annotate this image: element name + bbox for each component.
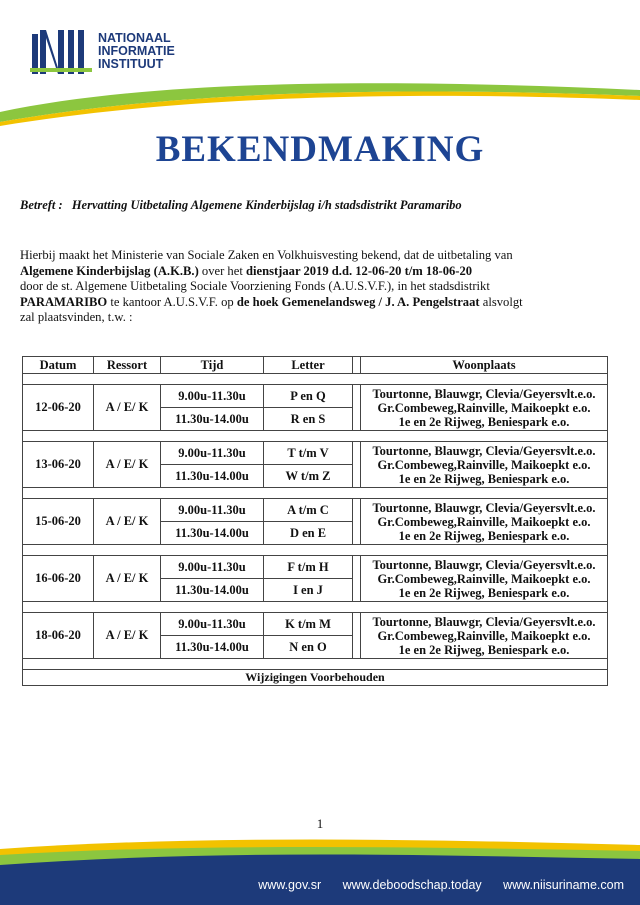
woonplaats-line: Gr.Combeweg,Rainville, Maikoepkt e.o. [377, 514, 591, 529]
cell-letter: N en O [264, 636, 353, 659]
woonplaats-line: 1e en 2e Rijweg, Beniespark e.o. [398, 528, 570, 543]
cell-tijd: 9.00u-11.30u [161, 442, 264, 465]
cell-tijd: 9.00u-11.30u [161, 556, 264, 579]
body-line-4: PARAMARIBO te kantoor A.U.S.V.F. op de hoek Gemenelandsweg / J. A. Pengelstraat alsvolgt [20, 294, 523, 309]
cell-tijd: 11.30u-14.00u [161, 636, 264, 659]
table-gap-row [23, 488, 608, 499]
cell-datum: 16-06-20 [23, 556, 94, 602]
table-gap-row [23, 374, 608, 385]
header-tijd: Tijd [161, 357, 264, 374]
woonplaats-line: 1e en 2e Rijweg, Beniespark e.o. [398, 471, 570, 486]
table-gap-row [23, 659, 608, 670]
cell-letter: R en S [264, 408, 353, 431]
cell-woonplaats [361, 499, 608, 545]
subject-label: Betreft : [20, 198, 63, 212]
footer-links [0, 878, 640, 892]
footer-wave-decoration [0, 835, 640, 905]
subject-line [20, 198, 462, 213]
org-name: NATIONAAL INFORMATIE INSTITUUT [98, 31, 175, 71]
table-row [23, 499, 608, 522]
page-number: 1 [316, 816, 324, 831]
table-row [23, 385, 608, 408]
woonplaats-line: Tourtonne, Blauwgr, Clevia/Geyersvlt.e.o. [372, 614, 596, 629]
announcement-body [20, 248, 620, 326]
table-gap-row [23, 431, 608, 442]
cell-ressort: A / E/ K [94, 442, 161, 488]
header-letter: Letter [264, 357, 353, 374]
cell-ressort: A / E/ K [94, 556, 161, 602]
header-datum: Datum [23, 357, 94, 374]
cell-tijd: 9.00u-11.30u [161, 613, 264, 636]
woonplaats-line: Gr.Combeweg,Rainville, Maikoepkt e.o. [377, 628, 591, 643]
woonplaats-line: 1e en 2e Rijweg, Beniespark e.o. [398, 642, 570, 657]
cell-tijd: 9.00u-11.30u [161, 499, 264, 522]
cell-woonplaats [361, 442, 608, 488]
woonplaats-line: Gr.Combeweg,Rainville, Maikoepkt e.o. [377, 457, 591, 472]
cell-letter: D en E [264, 522, 353, 545]
cell-letter: W t/m Z [264, 465, 353, 488]
woonplaats-line: 1e en 2e Rijweg, Beniespark e.o. [398, 585, 570, 600]
header-woonplaats: Woonplaats [361, 357, 608, 374]
header-ressort: Ressort [94, 357, 161, 374]
body-line-2: Algemene Kinderbijslag (A.K.B.) over het dienstjaar 2019 d.d. 12-06-20 t/m 18-06-20 [20, 263, 473, 278]
cell-tijd: 9.00u-11.30u [161, 385, 264, 408]
table-row [23, 442, 608, 465]
cell-letter: F t/m H [264, 556, 353, 579]
table-footer-note: Wijzigingen Voorbehouden [23, 670, 608, 686]
woonplaats-line: Tourtonne, Blauwgr, Clevia/Geyersvlt.e.o. [372, 557, 596, 572]
cell-letter: I en J [264, 579, 353, 602]
cell-letter: A t/m C [264, 499, 353, 522]
footer-link-gov[interactable]: www.gov.sr [258, 878, 322, 892]
woonplaats-line: Gr.Combeweg,Rainville, Maikoepkt e.o. [377, 571, 591, 586]
schedule-table [22, 356, 608, 686]
table-row [23, 613, 608, 636]
cell-tijd: 11.30u-14.00u [161, 408, 264, 431]
cell-ressort: A / E/ K [94, 385, 161, 431]
page-title: BEKENDMAKING [155, 129, 485, 170]
footer-link-nii[interactable]: www.niisuriname.com [503, 878, 624, 892]
woonplaats-line: Gr.Combeweg,Rainville, Maikoepkt e.o. [377, 400, 591, 415]
cell-tijd: 11.30u-14.00u [161, 465, 264, 488]
table-gap-row [23, 545, 608, 556]
cell-ressort: A / E/ K [94, 613, 161, 659]
woonplaats-line: 1e en 2e Rijweg, Beniespark e.o. [398, 414, 570, 429]
cell-woonplaats [361, 385, 608, 431]
cell-letter: T t/m V [264, 442, 353, 465]
table-gap-row [23, 602, 608, 613]
cell-woonplaats [361, 613, 608, 659]
body-line-3: door de st. Algemene Uitbetaling Sociale Voorziening Fonds (A.U.S.V.F.), in het stadsdistrikt [20, 279, 490, 293]
cell-tijd: 11.30u-14.00u [161, 522, 264, 545]
header-swoosh-decoration [0, 60, 640, 130]
subject-text: Hervatting Uitbetaling Algemene Kinderbijslag i/h stadsdistrikt Paramaribo [71, 198, 462, 212]
table-header-row [23, 357, 608, 374]
body-line-1: Hierbij maakt het Ministerie van Sociale Zaken en Volkhuisvesting bekend, dat de uitbetaling van [20, 248, 513, 262]
body-line-5: zal plaatsvinden, t.w. : [20, 310, 133, 324]
cell-datum: 18-06-20 [23, 613, 94, 659]
cell-woonplaats [361, 556, 608, 602]
cell-letter: K t/m M [264, 613, 353, 636]
cell-ressort: A / E/ K [94, 499, 161, 545]
cell-datum: 12-06-20 [23, 385, 94, 431]
woonplaats-line: Tourtonne, Blauwgr, Clevia/Geyersvlt.e.o. [372, 443, 596, 458]
table-footer-row [23, 670, 608, 686]
table-row [23, 556, 608, 579]
woonplaats-line: Tourtonne, Blauwgr, Clevia/Geyersvlt.e.o. [372, 386, 596, 401]
cell-datum: 13-06-20 [23, 442, 94, 488]
footer-link-deboodschap[interactable]: www.deboodschap.today [342, 878, 482, 892]
cell-datum: 15-06-20 [23, 499, 94, 545]
cell-letter: P en Q [264, 385, 353, 408]
woonplaats-line: Tourtonne, Blauwgr, Clevia/Geyersvlt.e.o. [372, 500, 596, 515]
cell-tijd: 11.30u-14.00u [161, 579, 264, 602]
